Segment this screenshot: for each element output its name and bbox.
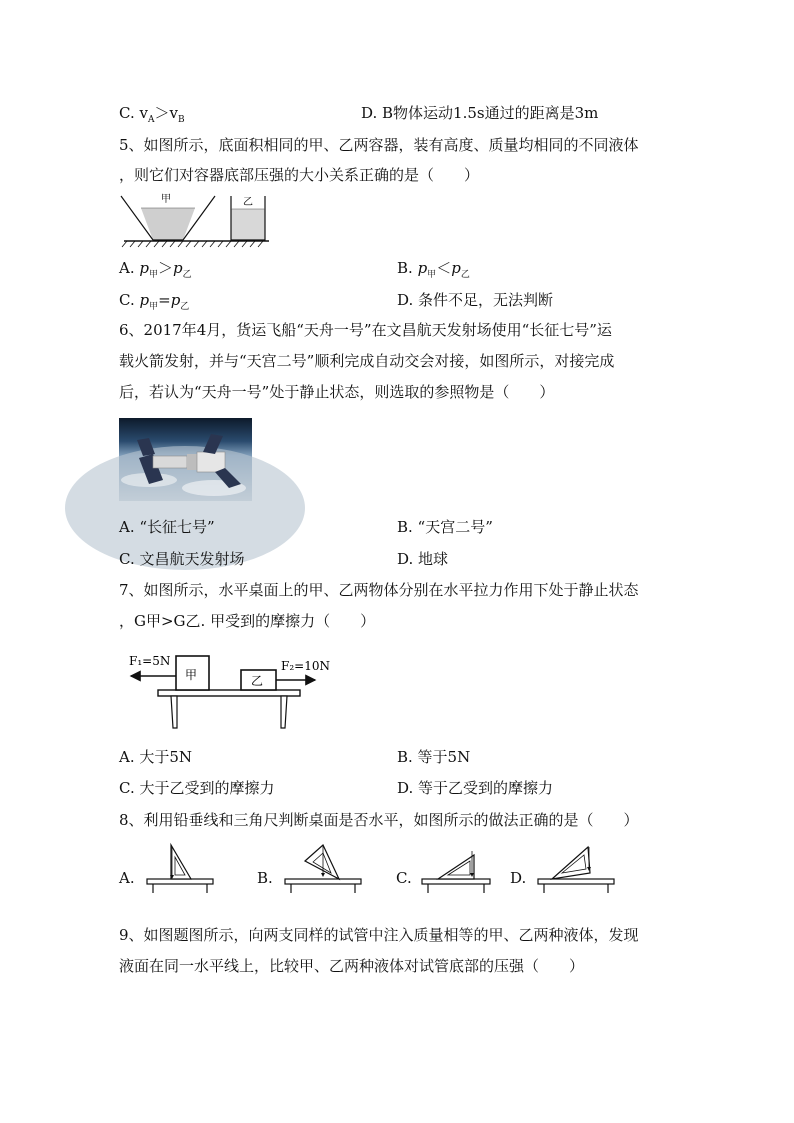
q6-spacecraft-photo: [119, 418, 252, 501]
q5-label-yi: 乙: [243, 197, 253, 208]
q5-option-c: C. $p_甲=p_乙$: [119, 291, 190, 312]
q6-option-c: C. 文昌航天发射场: [119, 550, 245, 568]
q8-option-b-label: B.: [257, 869, 273, 887]
q8-figure-b: [283, 843, 363, 893]
box-jia-label: 甲: [185, 668, 198, 682]
q8-text-line1: 8、利用铅垂线和三角尺判断桌面是否水平，如图所示的做法正确的是（ ）: [119, 811, 639, 829]
box-yi-label: 乙: [251, 674, 264, 688]
q8-option-a-label: A.: [119, 869, 135, 887]
q9-text-line1: 9、如图题图所示，向两支同样的试管中注入质量相等的甲、乙两种液体，发现: [119, 926, 639, 944]
q8-figure-c: [420, 843, 492, 893]
q9-text-line2: 液面在同一水平线上，比较甲、乙两种液体对试管底部的压强（ ）: [119, 957, 585, 975]
q4-option-c: C. $v_A>v_B$: [119, 104, 185, 125]
q7-option-a: A. 大于5N: [119, 748, 193, 766]
q6-text-line2: 载火箭发射，并与“天宫二号”顺利完成自动交会对接，如图所示，对接完成: [119, 352, 615, 370]
q5-text-line1: 5、如图所示，底面积相同的甲、乙两容器，装有高度、质量均相同的不同液体: [119, 136, 639, 154]
q5-label-jia: 甲: [161, 194, 171, 205]
q5-option-b: B. $p_甲<p_乙$: [397, 259, 470, 280]
q5-containers-figure: [119, 190, 269, 250]
q8-option-c-label: C.: [396, 869, 412, 887]
q6-option-b: B. “天宫二号”: [397, 518, 493, 536]
q7-table-figure: [125, 648, 330, 730]
q5-option-a: A. $p_甲>p_乙$: [119, 259, 192, 280]
q4-option-d: D. B物体运动1.5s通过的距离是3m: [361, 104, 599, 122]
f1-label: F₁=5N: [129, 654, 171, 668]
q5-text-line2: ，则它们对容器底部压强的大小关系正确的是（ ）: [119, 166, 480, 184]
q8-option-d-label: D.: [510, 869, 527, 887]
q6-text-line1: 6、2017年4月，货运飞船“天舟一号”在文昌航天发射场使用“长征七号”运: [119, 321, 612, 339]
f2-label: F₂=10N: [281, 659, 330, 673]
q7-text-line2: ，G甲>G乙. 甲受到的摩擦力（ ）: [119, 612, 376, 630]
q8-figure-a: [145, 843, 215, 893]
q6-option-d: D. 地球: [397, 550, 449, 568]
q6-option-a: A. “长征七号”: [119, 518, 215, 536]
q8-figure-d: [536, 843, 616, 893]
q6-text-line3: 后，若认为“天舟一号”处于静止状态，则选取的参照物是（ ）: [119, 383, 555, 401]
q5-option-d: D. 条件不足，无法判断: [397, 291, 554, 309]
q7-option-d: D. 等于乙受到的摩擦力: [397, 779, 554, 797]
q7-option-c: C. 大于乙受到的摩擦力: [119, 779, 275, 797]
q7-text-line1: 7、如图所示，水平桌面上的甲、乙两物体分别在水平拉力作用下处于静止状态: [119, 581, 639, 599]
q7-option-b: B. 等于5N: [397, 748, 471, 766]
